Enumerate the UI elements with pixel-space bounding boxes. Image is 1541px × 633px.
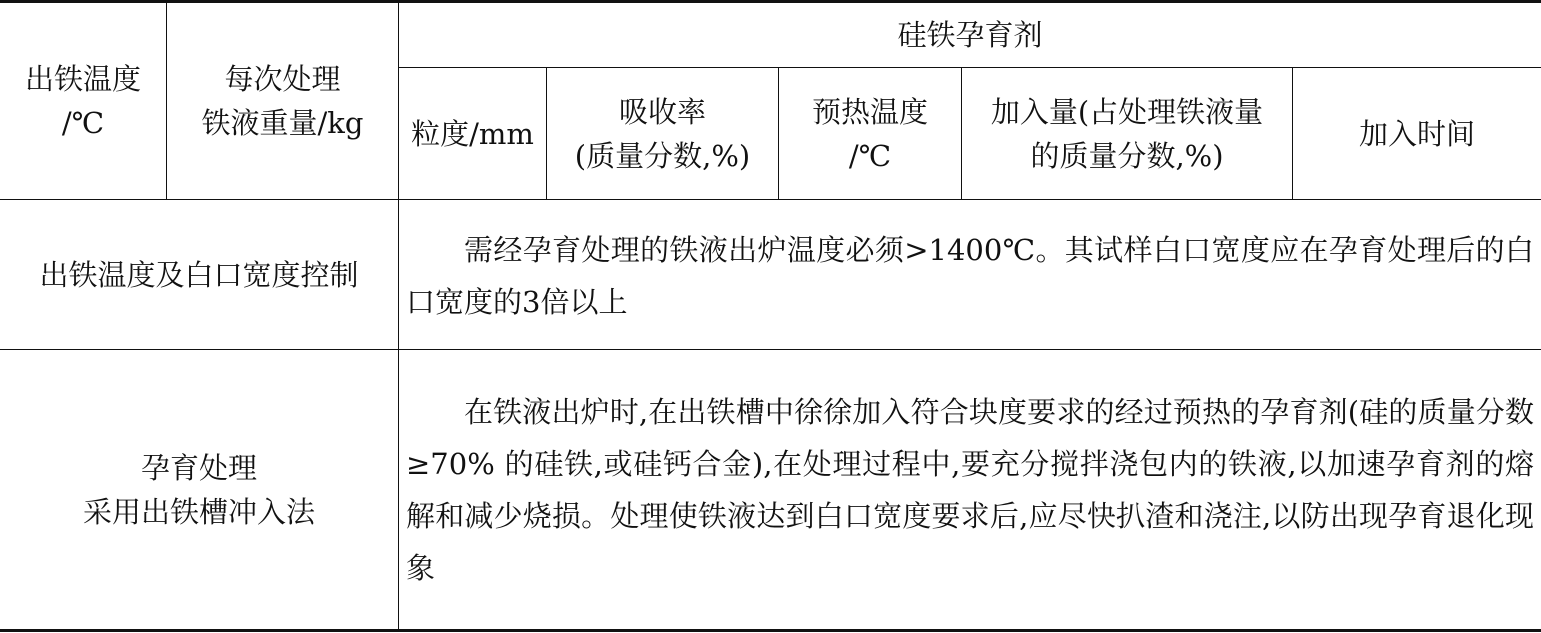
- row-label-inoculation: [0, 350, 398, 629]
- row-label-temperature-control: [0, 200, 398, 349]
- header-inoculant-group: [399, 3, 1541, 67]
- header-inoculant-group-label: 硅铁孕育剂: [897, 18, 1043, 52]
- header-absorption-line1: 吸收率: [618, 94, 706, 129]
- header-tap-temperature-line2: /℃: [61, 106, 105, 140]
- header-preheat-line1: 预热温度: [811, 94, 928, 129]
- header-addition-line2: 的质量分数,%): [1030, 138, 1224, 173]
- header-preheat-temperature: [779, 68, 961, 199]
- header-iron-weight-line1: 每次处理: [224, 62, 341, 96]
- row-label-temperature-control-text: 出铁温度及白口宽度控制: [39, 257, 359, 292]
- header-addition-time-label: 加入时间: [1358, 116, 1475, 151]
- header-iron-weight-line2: 铁液重量/kg: [201, 106, 364, 140]
- header-addition-amount: [962, 68, 1292, 199]
- header-granularity: [399, 68, 546, 199]
- row-label-inoculation-line2: 采用出铁槽冲入法: [82, 494, 315, 529]
- row-text-temperature-control: 需经孕育处理的铁液出炉温度必须>1400℃。其试样白口宽度应在孕育处理后的白口宽度的3倍以上: [406, 233, 1534, 319]
- header-iron-weight: [167, 3, 398, 199]
- header-tap-temperature: [0, 3, 166, 199]
- header-absorption-line2: (质量分数,%): [574, 138, 751, 173]
- header-granularity-label: 粒度/mm: [411, 116, 534, 151]
- header-preheat-line2: /℃: [848, 138, 892, 173]
- header-addition-line1: 加入量(占处理铁液量: [990, 94, 1264, 129]
- header-addition-time: [1293, 68, 1541, 199]
- header-tap-temperature-line1: 出铁温度: [24, 62, 141, 96]
- row-text-inoculation: 在铁液出炉时,在出铁槽中徐徐加入符合块度要求的经过预热的孕育剂(硅的质量分数≥70% 的硅铁,或硅钙合金),在处理过程中,要充分搅拌浇包内的铁液,以加速孕育剂的熔解和减少烧损。处理使铁液达到白口宽度要求后,应尽快扒渣和浇注,以防出现孕育退化现象: [406, 395, 1534, 585]
- row-label-inoculation-line1: 孕育处理: [140, 450, 257, 485]
- table-bottom-rule: [0, 629, 1541, 632]
- header-absorption: [547, 68, 778, 199]
